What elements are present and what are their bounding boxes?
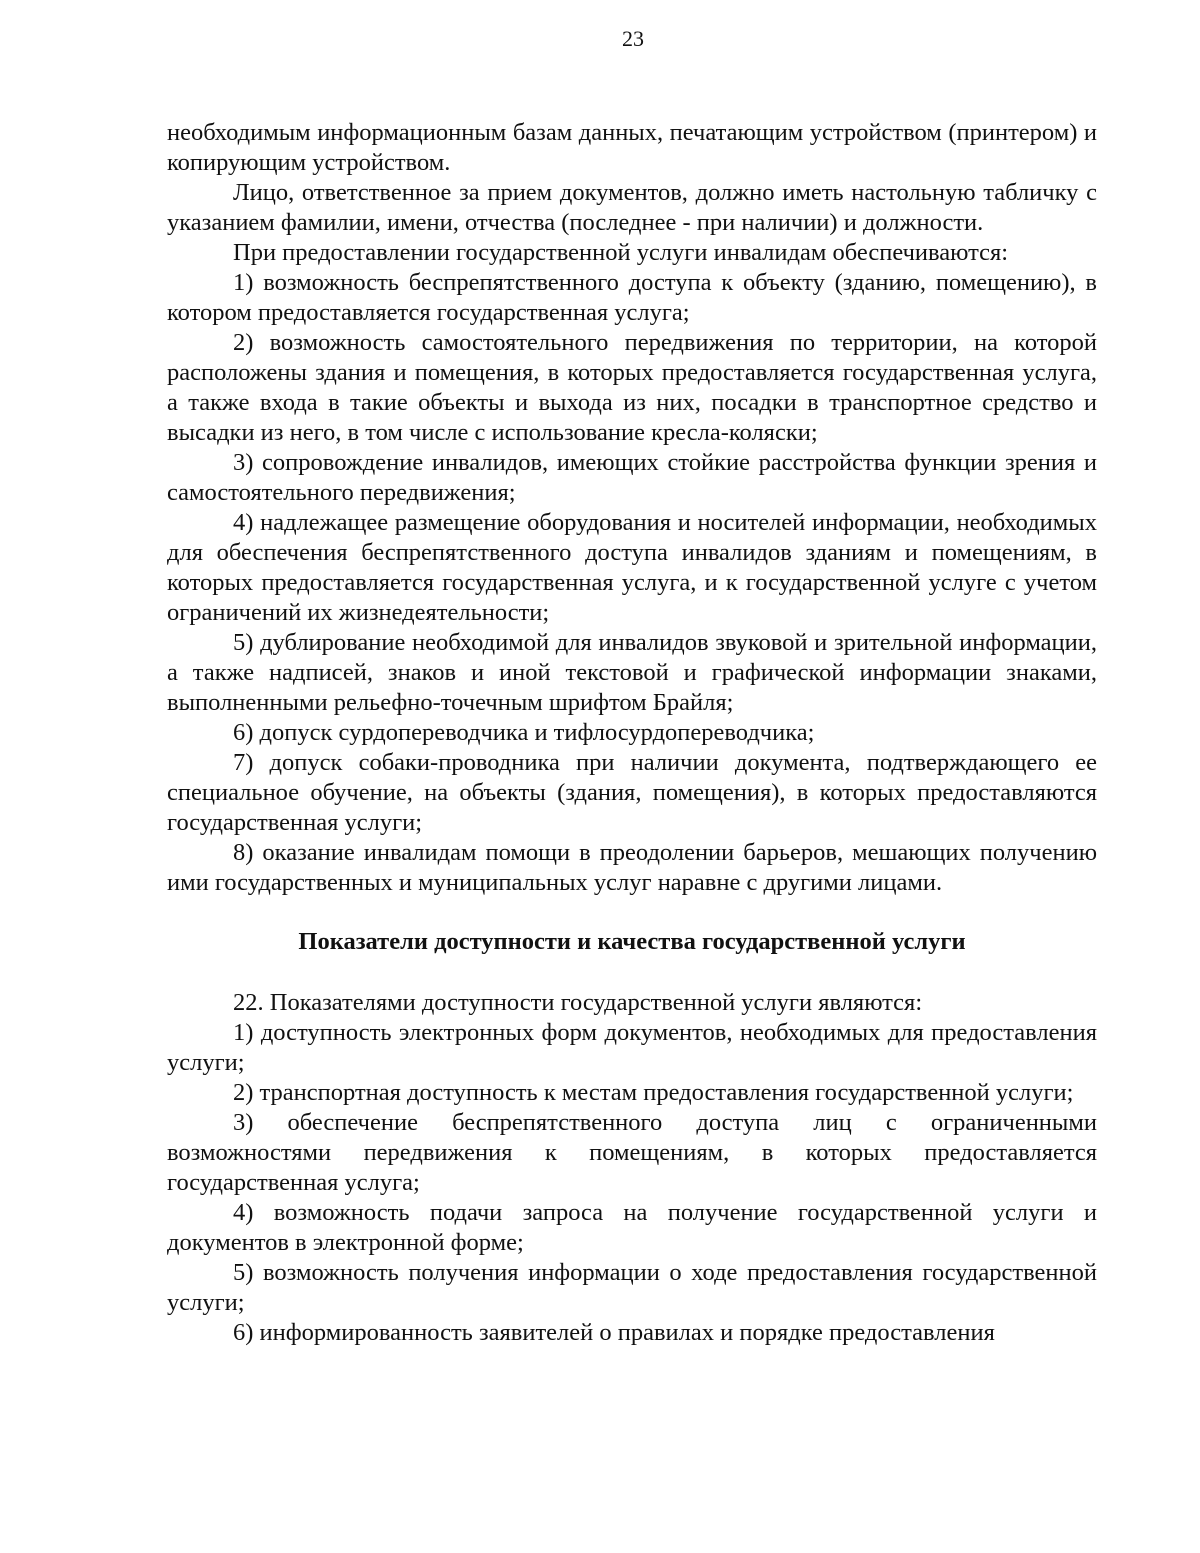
list-item: 5) возможность получения информации о ходе предоставления государственной услуги; <box>167 1259 1097 1316</box>
list-item: 6) информированность заявителей о правилах и порядке предоставления <box>233 1319 995 1346</box>
paragraph: При предоставлении государственной услуги инвалидам обеспечиваются: <box>233 239 1009 266</box>
list-item: 4) надлежащее размещение оборудования и носителей информации, необходимых для обеспечения беспрепятственного доступа инвалидов зданиям и помещениям, в которых предоставляется государственная услуга, и к государственной услуге с учетом ограничений их жизнедеятельности; <box>167 509 1097 626</box>
list-item: 8) оказание инвалидам помощи в преодолении барьеров, мешающих получению ими государственных и муниципальных услуг наравне с другими лицами. <box>167 839 1097 896</box>
list-item: 5) дублирование необходимой для инвалидов звуковой и зрительной информации, а также надписей, знаков и иной текстовой и графической информации знаками, выполненными рельефно-точечным шрифтом Брайля; <box>167 629 1097 716</box>
list-item: 4) возможность подачи запроса на получение государственной услуги и документов в электронной форме; <box>167 1199 1097 1256</box>
paragraph: 22. Показателями доступности государственной услуги являются: <box>233 989 923 1016</box>
paragraph: Лицо, ответственное за прием документов, должно иметь настольную табличку с указанием фамилии, имени, отчества (последнее - при наличии) и должности. <box>167 179 1097 236</box>
list-item: 7) допуск собаки-проводника при наличии документа, подтверждающего ее специальное обучение, на объекты (здания, помещения), в которых предоставляются государственная услуги; <box>167 749 1097 836</box>
list-item: 2) возможность самостоятельного передвижения по территории, на которой расположены здания и помещения, в которых предоставляется государственная услуга, а также входа в такие объекты и выхода из них, посадки в транспортное средство и высадки из него, в том числе с использование кресла-коляски; <box>167 329 1097 446</box>
section-heading: Показатели доступности и качества государственной услуги <box>298 928 966 955</box>
list-item: 2) транспортная доступность к местам предоставления государственной услуги; <box>233 1079 1074 1106</box>
list-item: 3) обеспечение беспрепятственного доступа лиц с ограниченными возможностями передвижения к помещениям, в которых предоставляется государственная услуга; <box>167 1109 1097 1196</box>
page-number: 23 <box>622 26 644 51</box>
list-item: 6) допуск сурдопереводчика и тифлосурдопереводчика; <box>233 719 815 746</box>
list-item: 3) сопровождение инвалидов, имеющих стойкие расстройства функции зрения и самостоятельного передвижения; <box>167 449 1097 506</box>
list-item: 1) доступность электронных форм документов, необходимых для предоставления услуги; <box>167 1019 1097 1076</box>
document-body <box>167 118 1097 1348</box>
paragraph: необходимым информационным базам данных, печатающим устройством (принтером) и копирующим устройством. <box>167 119 1097 176</box>
list-item: 1) возможность беспрепятственного доступа к объекту (зданию, помещению), в котором предоставляется государственная услуга; <box>167 269 1097 326</box>
